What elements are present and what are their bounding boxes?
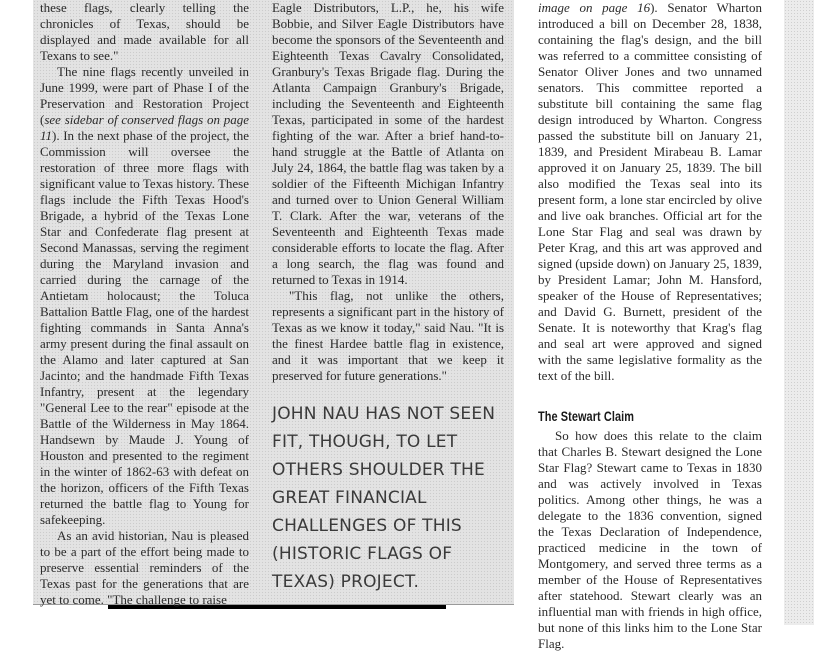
paragraph: Eagle Distributors, L.P., he, his wife Bobbie, and Silver Eagle Distributors have become the sponsors of the Seventeenth and Eighteenth Texas Cavalry Consolidated, Granbury's Texas Brigade flag. During the Atlanta Campaign Granbury's Brigade, including the Seventeenth and Eighteenth Texas, participated in some of the hardest fighting of the war. After a brief hand-to-hand struggle at the Battle of Atlanta on July 24, 1864, the battle flag was taken by a soldier of the Fifteenth Michigan Infantry and turned over to Union General William T. Clark. After the war, veterans of the Seventeenth and Eighteenth Texas made considerable efforts to locate the flag. After a long search, the flag was found and returned to Texas in 1914.	[272, 0, 504, 287]
article-column-3	[538, 0, 762, 652]
pull-quote	[272, 400, 512, 596]
pull-quote-line: (HISTORIC FLAGS OF	[272, 544, 453, 564]
page-edge-texture	[784, 0, 814, 625]
pull-quote-line: TEXAS) PROJECT.	[272, 572, 420, 592]
pull-quote-line: JOHN NAU HAS NOT SEEN	[272, 404, 496, 424]
paragraph: So how does this relate to the claim that Charles B. Stewart designed the Lone Star Flag? Stewart came to Texas in 1830 and was actively involved in Texas politics. Among other things, he was a delegate to the 1836 convention, signed the Texas Declaration of Independence, practiced medicine in the town of Montgomery, and served three terms as a member of the House of Representatives after statehood. Stewart clearly was an influential man with friends in high office, but none of this links him to the Lone Star Flag.	[538, 428, 762, 651]
section-heading: The Stewart Claim	[538, 408, 635, 424]
image-reference: image on page 16	[538, 0, 651, 15]
pull-quote-line: FIT, THOUGH, TO LET	[272, 432, 458, 452]
paragraph: The nine flags recently unveiled in June 1999, were part of Phase I of the Preservation and Restoration Project (see sidebar of conserved flags on page 11). In the next phase of the project, the Commission will oversee the restoration of three more flags with significant value to Texas history. These flags include the Fifth Texas Hood's Brigade, a hybrid of the Texas Lone Star and Confederate flag present at Second Manassas, serving the regiment during the Maryland invasion and carried during the carnage of the Antietam holocaust; the Toluca Battalion Battle Flag, one of the hardest fighting commands in Santa Anna's army present during the final assault on the Alamo and later captured at San Jacinto; and the handmade Fifth Texas Infantry, present at the legendary "General Lee to the rear" episode at the Battle of the Wilderness in May 1864. Handsewn by Maude J. Young of Houston and presented to the regiment in the winter of 1862-63 with defeat on the horizon, officers of the Fifth Texas returned the battle flag to Young for safekeeping.	[40, 64, 249, 527]
paragraph: image on page 16). Senator Wharton introduced a bill on December 28, 1838, containing the flag's design, and the bill was referred to a committee consisting of Senator Oliver Jones and two unnamed senators. This committee reported a substitute bill containing the same flag design introduced by Wharton. Congress passed the substitute bill on January 21, 1839, and President Mirabeau B. Lamar approved it on January 25, 1839. The bill also modified the Texas seal into its present form, a lone star encircled by olive and live oak branches. Official art for the Lone Star Flag and seal was drawn by Peter Krag, and this art was approved and signed (upside down) on January 25, 1839, by President Lamar; John M. Hansford, speaker of the House of Representatives; and David G. Burnett, president of the Senate. It is noteworthy that Krag's flag and seal art were approved and signed with the same legislative formality as the text of the bill.	[538, 0, 762, 383]
article-column-2	[272, 0, 504, 384]
paragraph: these flags, clearly telling the chronicles of Texas, should be displayed and made available for all Texans to see."	[40, 0, 249, 63]
pull-quote-line: OTHERS SHOULDER THE	[272, 460, 485, 480]
paragraph: As an avid historian, Nau is pleased to be a part of the effort being made to preserve essential reminders of the Texas past for the generations that are yet to come. "The challenge to raise	[40, 528, 249, 607]
paragraph: "This flag, not unlike the others, represents a significant part in the history of Texas as we know it today," said Nau. "It is the finest Hardee battle flag in existence, and it was important that we keep it preserved for future generations."	[272, 288, 504, 383]
article-column-1	[40, 0, 249, 608]
sidebar-reference: see sidebar of conserved flags on page 11	[40, 112, 249, 143]
pull-quote-line: CHALLENGES OF THIS	[272, 516, 462, 536]
pull-quote-line: GREAT FINANCIAL	[272, 488, 427, 508]
